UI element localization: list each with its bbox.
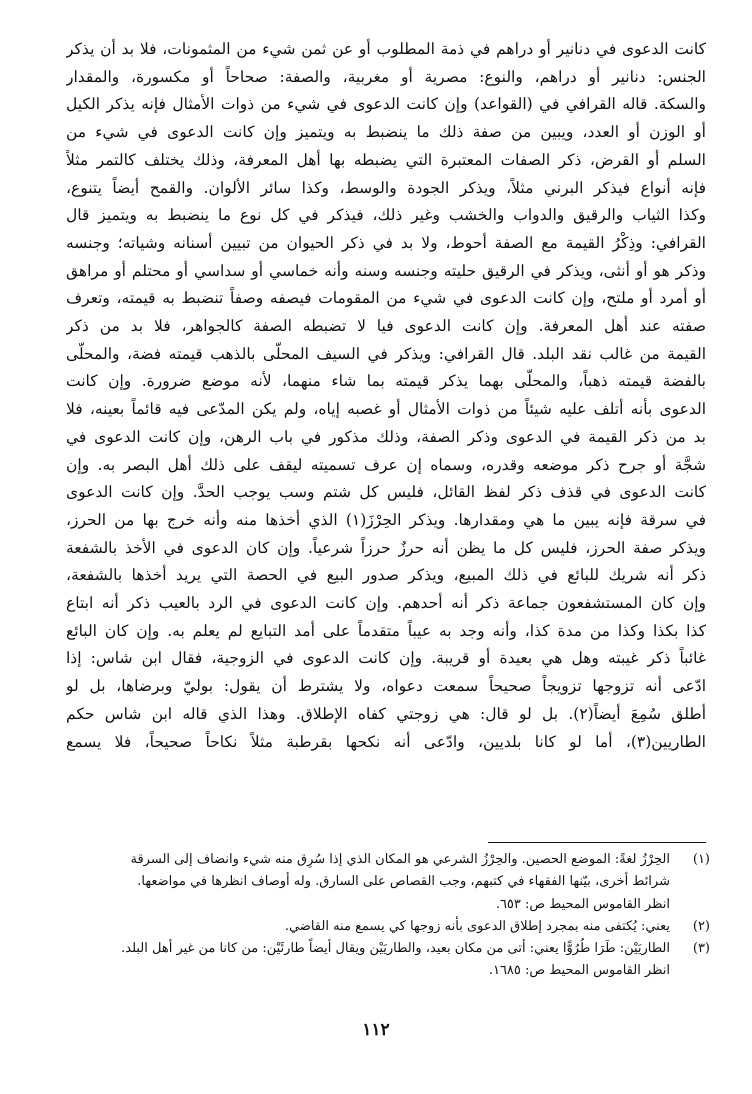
body-text-line: القرافي: وذِكْرُ القيمة مع الصفة أحوط، ولا بد في ذكر الحيوان من تبيين أسنانه وشياته؛ وجنسه — [66, 233, 706, 252]
body-text-line: صفته عند أهل المعرفة. وإن كانت الدعوى فيا لا تضبطه الصفة كالجواهر، فلا بد من ذكر — [66, 317, 706, 336]
footnote-number: (٢) — [692, 918, 710, 934]
body-text-line: السلم أو القرض، ذكر الصفات المعتبرة التي يضبطه بها أهل المعرفة، وذلك يختلف كالتمر مثلاً — [66, 150, 706, 169]
body-text-line: الدعوى بأنه أتلف عليه شيئاً من ذوات الأمثال أو غصبه إياه، ولم يكن المدّعى فيه قائماً بعينه، فلا — [66, 400, 706, 419]
footnote-number: (٣) — [692, 941, 710, 957]
body-text-line: أو الوزن أو العدد، ويبين من صفة ذلك ما ينضبط به ويتميز وإن كانت الدعوى في شيء من — [66, 123, 706, 142]
body-text-line: كانت الدعوى في قذف ذكر لفظ القائل، فليس كل شتم وسب يوجب الحدَّ. وإن كانت الدعوى — [66, 483, 706, 502]
body-text-line: شجَّة أو جرح ذكر موضعه وقدره، وسماه إن عرف تسميته ليقف على ذلك أهل البصر به. وإن — [66, 455, 706, 474]
body-text-line: ويذكر صفة الحرز، فليس كل ما يظن أنه حرزٌ حرزاً شرعياً. وإن كان الدعوى في الأخذ بالشفعة — [66, 538, 706, 557]
body-text-line: كانت الدعوى في دنانير أو دراهم في ذمة المطلوب أو عن ثمن شيء من المثمونات، فلا بد أن يذكر — [66, 40, 706, 58]
body-text-line: كذا بكذا وكذا من مدة كذا، وأنه وجد به عيباً متقدماً على أمد التبايع لم يعلم به. وإن كان البائع — [66, 621, 706, 640]
body-text-line: القيمة من غالب نقد البلد. قال القرافي: ويذكر في السيف المحلّى بالذهب قيمته فضة، والمحلّى — [66, 344, 706, 363]
page-number: ١١٢ — [362, 1020, 390, 1040]
footnote-number: (١) — [692, 852, 710, 867]
body-text-line: والسكة. قاله القرافي في (القواعد) وإن كانت الدعوى في شيء من ذوات الأمثال فإنه يذكر الكيل — [66, 95, 706, 114]
body-text-line: بد من ذكر القيمة في الدعوى وذكر الصفة، وذلك مذكور في باب الرهن، وإن كانت الدعوى في — [66, 427, 706, 446]
body-text-line: فإنه أنواع فيذكر البرني مثلاً، ويذكر الجودة والوسط، وكذا سائر الألوان. والقمح أيضاً يتنوع، — [66, 178, 706, 197]
body-text-line: أو أمرد أو ملتح، وإن كانت الدعوى في شيء من المقومات فيصفه وصفاً تنضبط به قيمته، وتعرف — [66, 289, 706, 308]
body-text-line: ذكر أنه شريك للبائع في ذلك المبيع، ويذكر صدور البيع في الحصة التي يريد أخذها بالشفعة، — [66, 566, 706, 585]
body-text-line: بالفضة قيمته ذهباً، والمحلّى بهما يذكر قيمته بما شاء منهما، لأنه موضع ضرورة. وإن كانت — [66, 372, 706, 391]
footnote-text-line: الحِرْزُ لغةً: الموضع الحصين. والحِرْزُ الشرعي هو المكان الذي إذا سُرِق منه شيء وانضاف إلى السرقة — [130, 852, 670, 867]
footnote — [70, 916, 710, 938]
body-text-line: وذكر هو أو أنثى، ويذكر في الرقيق حليته وجنسه وسنه وأنه خماسي أو سداسي أو محتلم أو مراهق — [66, 261, 706, 280]
body-text-line: في سرقة فإنه يبين ما هي ومقدارها. ويذكر الحِرْزَ(١) الذي أخذها منه وأنه خرج بها من الحرز، — [66, 510, 706, 529]
body-text-line: الطاريين(٣)، أما لو كانا بلديين، وادّعى أنه نكحها بقرطبة مثلاً نكاحاً صحيحاً، فلا يسمع — [66, 732, 706, 751]
footnote-separator — [488, 842, 706, 843]
body-text-line: وإن كان المستشفعون جماعة ذكر أنه أحدهم. وإن كانت الدعوى في الرد بالعيب ذكر أنه ابتاع — [66, 594, 706, 613]
footnote-text-line: يعني: يُكتفى منه بمجرد إطلاق الدعوى بأنه زوجها كي يسمع منه القاضي. — [284, 918, 670, 934]
main-text-block — [66, 36, 706, 756]
footnote — [70, 938, 710, 983]
body-text-line: أطلق سُمِعَ أيضاً(٢). بل لو قال: هي زوجتي كفاه الإطلاق. وهذا الذي قاله ابن شاس حكم — [66, 704, 706, 723]
footnote-text-line: انظر القاموس المحيط ص: ١٦٨٥. — [488, 963, 670, 979]
footnote-text-line: الطاريَيْن: طَرَا طُرُوًّا يعني: أتى من مكان بعيد، والطاريَيْن ويقال أيضاً طارئَيْن: من كانا من غير أهل البلد. — [121, 941, 670, 957]
footnote — [70, 849, 710, 916]
footnote-text-line: انظر القاموس المحيط ص: ٦٥٣. — [495, 896, 670, 912]
body-text-line: غائباً ذكر غيبته وهل هي بعيدة أو قريبة. وإن كانت الدعوى في الزوجية، فقال ابن شاس: إذا — [66, 649, 706, 668]
footnotes-block — [70, 849, 710, 983]
body-text-line: الجنس: دنانير أو دراهم، والنوع: مصرية أو مغربية، والصفة: صحاحاً أو مكسورة، والمقدار — [66, 67, 706, 86]
body-text-line: وكذا الثياب والرقيق والدواب والخشب وغير ذلك، فيذكر في كل نوع ما ينضبط به ويتميز قال — [66, 206, 706, 225]
body-text-line: ادّعى أنه تزوجها تزويجاً صحيحاً سمعت دعواه، ولا يشترط أن يقول: بوليّ وبرضاها، بل لو — [66, 677, 706, 696]
footnote-text-line: شرائط أخرى، بيّنها الفقهاء في كتبهم، وجب القصاص على السارق. وله أوصاف انظرها في مواضعها. — [137, 874, 670, 890]
